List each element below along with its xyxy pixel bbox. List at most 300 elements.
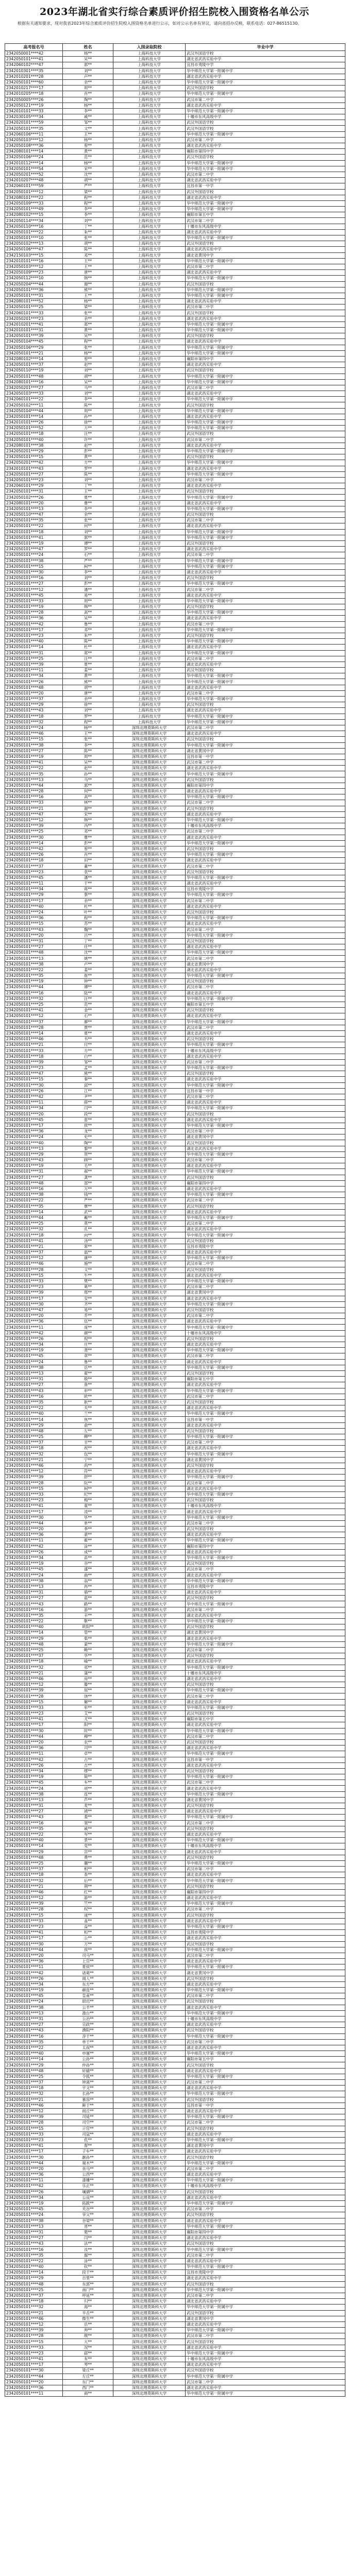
cell-exam-number: 2342050101****42 (5, 1544, 63, 1549)
table-row (5, 2235, 345, 2241)
cell-school: 武汉外国语学校 (186, 575, 345, 581)
cell-university: 深圳北理莫斯科大学 (113, 1734, 186, 1739)
table-row (5, 1256, 345, 1261)
cell-school: 湖北省武昌实验中学 (186, 1745, 345, 1751)
cell-exam-number: 2342050101****33 (5, 1492, 63, 1497)
table-row (5, 1601, 345, 1607)
cell-school: 湖北省武昌实验中学 (186, 1163, 345, 1169)
cell-exam-number: 2342050005****26 (5, 97, 63, 103)
table-row (5, 921, 345, 927)
cell-exam-number: 2342050101****46 (5, 1676, 63, 1682)
cell-exam-number: 2342050101****25 (5, 1434, 63, 1440)
table-row (5, 616, 345, 621)
table-row (5, 2276, 345, 2281)
cell-name: 阮** (63, 1480, 113, 1486)
table-row (5, 1037, 345, 1042)
cell-name: 崔** (63, 973, 113, 979)
cell-name: 张** (63, 518, 113, 523)
cell-university: 深圳北理莫斯科大学 (113, 2218, 186, 2224)
cell-exam-number: 2342050101****45 (5, 875, 63, 880)
table-row (5, 1693, 345, 1699)
cell-university: 上海科技大学 (113, 454, 186, 460)
cell-university: 上海科技大学 (113, 639, 186, 645)
cell-name: 武** (63, 1209, 113, 1215)
cell-exam-number: 2342050101****54 (5, 166, 63, 172)
cell-university: 深圳北理莫斯科大学 (113, 1123, 186, 1128)
cell-university: 上海科技大学 (113, 195, 186, 200)
table-row (5, 2155, 345, 2160)
cell-name: 梅** (63, 1498, 113, 1503)
cell-school: 武汉外国语学校 (186, 2189, 345, 2195)
cell-exam-number: 2342050101****31 (5, 489, 63, 495)
table-row (5, 1486, 345, 1492)
cell-name: 郭** (63, 535, 113, 540)
cell-university: 深圳北理莫斯科大学 (113, 1411, 186, 1417)
table-row (5, 1549, 345, 1555)
cell-university: 深圳北理莫斯科大学 (113, 2103, 186, 2108)
cell-exam-number: 2342050101****31 (5, 938, 63, 944)
cell-university: 深圳北理莫斯科大学 (113, 2010, 186, 2016)
cell-exam-number: 2342050101****18 (5, 2299, 63, 2304)
cell-university: 深圳北理莫斯科大学 (113, 887, 186, 892)
cell-name: 毛** (63, 1163, 113, 1169)
roster-body (5, 51, 345, 2397)
cell-school: 华中师范大学第一附属中学 (186, 1215, 345, 1221)
cell-name: 潘** (63, 587, 113, 592)
cell-school: 湖北省武昌实验中学 (186, 1809, 345, 1815)
cell-exam-number: 2342050101****37 (5, 1867, 63, 1872)
cell-school: 华中师范大学第一附属中学 (186, 1515, 345, 1520)
cell-school: 武汉外国语学校 (186, 86, 345, 91)
cell-university: 深圳北理莫斯科大学 (113, 979, 186, 985)
cell-name: 百里** (63, 2276, 113, 2281)
cell-exam-number: 2342050101****36 (5, 1745, 63, 1751)
cell-exam-number: 2342050101****22 (5, 1832, 63, 1837)
cell-school: 武汉外国语学校 (186, 1307, 345, 1313)
cell-university: 上海科技大学 (113, 668, 186, 673)
table-row (5, 495, 345, 500)
cell-university: 上海科技大学 (113, 645, 186, 650)
table-row (5, 328, 345, 333)
cell-school: 武汉市第二中学 (186, 1780, 345, 1786)
cell-exam-number: 2342050101****12 (5, 1895, 63, 1901)
cell-exam-number: 2342050101****24 (5, 1572, 63, 1578)
cell-university: 深圳北理莫斯科大学 (113, 2178, 186, 2183)
cell-name: 车** (63, 1780, 113, 1786)
cell-school: 武汉市第二中学 (186, 2379, 345, 2385)
cell-exam-number: 2342050101****19 (5, 1561, 63, 1567)
cell-exam-number: 2342050101****40 (5, 639, 63, 645)
cell-university: 上海科技大学 (113, 547, 186, 552)
cell-school: 华中师范大学第一附属中学 (186, 2264, 345, 2270)
cell-university: 上海科技大学 (113, 258, 186, 264)
cell-name: 肖** (63, 852, 113, 858)
table-row (5, 1394, 345, 1399)
cell-exam-number: 2342050101****39 (5, 1475, 63, 1480)
cell-school: 武汉外国语学校 (186, 1912, 345, 1918)
cell-name: 党** (63, 1843, 113, 1849)
cell-school: 华中师范大学第一附属中学 (186, 235, 345, 241)
cell-school: 华中师范大学第一附属中学 (186, 2224, 345, 2229)
cell-exam-number: 2342050101****34 (5, 887, 63, 892)
cell-exam-number: 2342050101****29 (5, 2062, 63, 2068)
cell-university: 上海科技大学 (113, 662, 186, 667)
table-row (5, 1745, 345, 1751)
table-row (5, 218, 345, 224)
table-row (5, 2333, 345, 2339)
cell-exam-number: 2342050101****27 (5, 2235, 63, 2241)
cell-school: 华中师范大学第一附属中学 (186, 719, 345, 725)
cell-name: 杨** (63, 51, 113, 57)
cell-exam-number: 2342050101****22 (5, 766, 63, 771)
cell-name: 翁** (63, 1578, 113, 1584)
cell-exam-number: 2342050101****17 (5, 627, 63, 633)
table-row (5, 362, 345, 368)
cell-school: 武汉市第二中学 (186, 2166, 345, 2172)
cell-school: 湖北省武昌实验中学 (186, 229, 345, 235)
cell-school: 华中师范大学第一附属中学 (186, 1619, 345, 1624)
cell-university: 上海科技大学 (113, 368, 186, 374)
cell-university: 深圳北理莫斯科大学 (113, 1855, 186, 1860)
cell-school: 华中师范大学第一附属中学 (186, 598, 345, 604)
cell-exam-number: 2342080101****14 (5, 149, 63, 155)
cell-name: 蓝** (63, 1596, 113, 1601)
cell-name: 颜** (63, 1330, 113, 1336)
table-row (5, 304, 345, 310)
table-row (5, 2258, 345, 2264)
cell-name: 彭** (63, 581, 113, 587)
cell-exam-number: 2342050101****16 (5, 2247, 63, 2252)
cell-university: 深圳北理莫斯科大学 (113, 1377, 186, 1382)
cell-university: 深圳北理莫斯科大学 (113, 1278, 186, 1284)
cell-exam-number: 2342050101****24 (5, 2212, 63, 2218)
cell-name: 海** (63, 2304, 113, 2310)
cell-name: 程** (63, 719, 113, 725)
cell-name: 郈** (63, 2350, 113, 2356)
cell-name: 公冶** (63, 2016, 113, 2022)
cell-exam-number: 2342050101****34 (5, 1981, 63, 1987)
table-row (5, 1013, 345, 1019)
cell-university: 深圳北理莫斯科大学 (113, 1578, 186, 1584)
table-row (5, 985, 345, 990)
cell-name: 司寇** (63, 2131, 113, 2137)
cell-exam-number: 2342050101****38 (5, 1791, 63, 1797)
cell-name: 钱** (63, 1192, 113, 1198)
cell-school: 武汉外国语学校 (186, 777, 345, 783)
cell-exam-number: 2342050101****27 (5, 2022, 63, 2028)
cell-exam-number: 2342050101****44 (5, 783, 63, 788)
cell-university: 深圳北理莫斯科大学 (113, 1319, 186, 1325)
cell-university: 深圳北理莫斯科大学 (113, 1261, 186, 1267)
cell-name: 司马** (63, 1953, 113, 1958)
cell-university: 上海科技大学 (113, 189, 186, 195)
cell-name: 翟** (63, 1370, 113, 1376)
cell-name: 巫马** (63, 2166, 113, 2172)
cell-exam-number: 2342050101****11 (5, 1964, 63, 1970)
cell-school: 华中师范大学第一附属中学 (186, 1451, 345, 1457)
cell-school: 湖北省武昌实验中学 (186, 1469, 345, 1475)
table-row (5, 1555, 345, 1561)
cell-school: 华中师范大学第一附属中学 (186, 293, 345, 298)
table-row (5, 1123, 345, 1128)
cell-name: 严** (63, 1198, 113, 1204)
cell-exam-number: 2342050101****48 (5, 1180, 63, 1186)
cell-exam-number: 2342050101****30 (5, 2368, 63, 2374)
cell-school: 十堰市东风高级中学 (186, 2016, 345, 2022)
cell-name: 欧阳** (63, 1624, 113, 1630)
table-row (5, 1970, 345, 1976)
cell-school: 武汉市第二中学 (186, 690, 345, 696)
cell-name: 曾** (63, 846, 113, 852)
table-row (5, 840, 345, 846)
cell-university: 上海科技大学 (113, 126, 186, 131)
cell-exam-number: 2342050101****46 (5, 1037, 63, 1042)
table-row (5, 1993, 345, 1999)
cell-exam-number: 2342050101****24 (5, 1359, 63, 1365)
cell-name: 谷** (63, 1561, 113, 1567)
cell-exam-number: 2342050101****43 (5, 2028, 63, 2033)
cell-school: 湖北省武昌实验中学 (186, 569, 345, 575)
cell-school: 襄阳市第五中学 (186, 1002, 345, 1007)
cell-exam-number: 2342050101****41 (5, 1008, 63, 1013)
table-row (5, 2028, 345, 2033)
cell-exam-number: 2342050101****42 (5, 1330, 63, 1336)
cell-school: 武汉外国语学校 (186, 1008, 345, 1013)
table-row (5, 1175, 345, 1180)
cell-exam-number: 2342050101****19 (5, 1988, 63, 1993)
cell-university: 上海科技大学 (113, 103, 186, 108)
table-row (5, 2033, 345, 2039)
cell-university: 深圳北理莫斯科大学 (113, 1959, 186, 1964)
cell-school: 湖北省武昌实验中学 (186, 523, 345, 529)
cell-exam-number: 2342050101****40 (5, 1140, 63, 1146)
table-row (5, 131, 345, 137)
cell-name: 孙** (63, 771, 113, 777)
table-row (5, 1077, 345, 1082)
table-row (5, 1682, 345, 1688)
cell-school: 华中师范大学第一附属中学 (186, 2350, 345, 2356)
table-row (5, 316, 345, 321)
cell-name: 鄢** (63, 2252, 113, 2258)
cell-university: 深圳北理莫斯科大学 (113, 2350, 186, 2356)
table-row (5, 760, 345, 766)
cell-university: 上海科技大学 (113, 414, 186, 419)
cell-school: 湖北省武昌实验中学 (186, 1936, 345, 1941)
cell-exam-number: 2342050101****42 (5, 1094, 63, 1099)
cell-exam-number: 2342050101****44 (5, 1734, 63, 1739)
cell-school: 湖北省武昌实验中学 (186, 1981, 345, 1987)
table-row (5, 2385, 345, 2391)
cell-exam-number: 2342150103****15 (5, 252, 63, 258)
cell-school: 武汉市第二中学 (186, 1907, 345, 1912)
cell-university: 深圳北理莫斯科大学 (113, 1025, 186, 1030)
cell-name: 陈** (63, 402, 113, 408)
cell-name: 熊** (63, 679, 113, 685)
cell-exam-number: 2342010217****17 (5, 86, 63, 91)
cell-university: 上海科技大学 (113, 218, 186, 224)
cell-name: 宗政** (63, 2022, 113, 2028)
cell-name: 王** (63, 731, 113, 737)
cell-university: 上海科技大学 (113, 448, 186, 454)
cell-university: 上海科技大学 (113, 564, 186, 569)
table-row (5, 1325, 345, 1330)
table-row (5, 68, 345, 74)
table-row (5, 1688, 345, 1693)
cell-exam-number: 2342050101****33 (5, 800, 63, 806)
cell-school: 湖北省武昌实验中学 (186, 2321, 345, 2327)
table-row (5, 1301, 345, 1307)
cell-name: 丁** (63, 483, 113, 489)
cell-exam-number: 2342020101****59 (5, 120, 63, 126)
cell-name: 刘** (63, 529, 113, 535)
cell-university: 深圳北理莫斯科大学 (113, 2281, 186, 2287)
table-header-row (5, 44, 345, 51)
cell-school: 华中师范大学第一附属中学 (186, 1019, 345, 1025)
cell-university: 深圳北理莫斯科大学 (113, 800, 186, 806)
cell-school: 武汉外国语学校 (186, 2097, 345, 2103)
cell-university: 深圳北理莫斯科大学 (113, 2033, 186, 2039)
cell-exam-number: 2342010301****35 (5, 68, 63, 74)
cell-exam-number: 2342050101****15 (5, 1273, 63, 1278)
cell-exam-number: 2342050101****28 (5, 610, 63, 616)
cell-exam-number: 2342050102****26 (5, 495, 63, 500)
cell-school: 华中师范大学第一附属中学 (186, 460, 345, 466)
table-row (5, 1480, 345, 1486)
cell-school: 湖北省武昌实验中学 (186, 990, 345, 996)
cell-name: 诸葛** (63, 1970, 113, 1976)
cell-school: 湖北省武昌实验中学 (186, 2068, 345, 2074)
cell-exam-number: 2342050101****32 (5, 2091, 63, 2097)
cell-exam-number: 2342050101****34 (5, 1555, 63, 1561)
cell-exam-number: 2342050101****23 (5, 633, 63, 638)
table-row (5, 1048, 345, 1054)
cell-exam-number: 2342050101****25 (5, 829, 63, 835)
cell-exam-number: 2342050101****29 (5, 1636, 63, 1641)
cell-exam-number: 2342050101****22 (5, 2045, 63, 2050)
table-row (5, 1901, 345, 1907)
cell-university: 深圳北理莫斯科大学 (113, 1636, 186, 1641)
cell-name: 皇甫** (63, 1993, 113, 1999)
cell-name: 李** (63, 108, 113, 114)
cell-exam-number: 2342050101****39 (5, 1901, 63, 1907)
cell-name: 余** (63, 316, 113, 321)
table-row (5, 1117, 345, 1123)
cell-exam-number: 2342050101****28 (5, 789, 63, 794)
cell-university: 深圳北理莫斯科大学 (113, 2293, 186, 2298)
cell-university: 深圳北理莫斯科大学 (113, 1630, 186, 1636)
cell-university: 上海科技大学 (113, 178, 186, 183)
cell-school: 武汉外国语学校 (186, 2028, 345, 2033)
cell-exam-number: 2342050101****29 (5, 1849, 63, 1855)
cell-school: 华中师范大学第一附属中学 (186, 1475, 345, 1480)
cell-name: 鲁** (63, 1359, 113, 1365)
cell-exam-number: 2342050101****40 (5, 904, 63, 909)
cell-school: 湖北省武昌实验中学 (186, 339, 345, 345)
table-row (5, 1330, 345, 1336)
cell-school: 华中师范大学第一附属中学 (186, 1151, 345, 1157)
cell-exam-number: 2342050101****25 (5, 2074, 63, 2079)
cell-exam-number: 2342080101****16 (5, 379, 63, 385)
cell-name: 房** (63, 1676, 113, 1682)
cell-school: 华中师范大学第一附属中学 (186, 200, 345, 206)
cell-name: 程** (63, 195, 113, 200)
cell-exam-number: 2342050201****23 (5, 316, 63, 321)
cell-university: 上海科技大学 (113, 137, 186, 143)
cell-school: 湖北省武昌实验中学 (186, 1699, 345, 1705)
cell-name: 陈** (63, 748, 113, 754)
table-row (5, 1377, 345, 1382)
cell-university: 上海科技大学 (113, 114, 186, 120)
table-row (5, 2126, 345, 2131)
cell-name: 杨** (63, 350, 113, 356)
cell-exam-number: 2342050101****33 (5, 1278, 63, 1284)
cell-name: 刘** (63, 708, 113, 714)
cell-school: 湖北省武昌实验中学 (186, 1918, 345, 1924)
cell-exam-number: 2342050101****27 (5, 471, 63, 477)
cell-university: 上海科技大学 (113, 57, 186, 62)
cell-school: 华中师范大学第一附属中学 (186, 1388, 345, 1394)
cell-school: 宜昌市夷陵中学 (186, 1244, 345, 1249)
cell-university: 深圳北理莫斯科大学 (113, 1762, 186, 1768)
table-row (5, 892, 345, 898)
cell-exam-number: 2342050101****31 (5, 650, 63, 656)
header-name: 姓名 (63, 44, 113, 51)
cell-exam-number: 2342050101****30 (5, 835, 63, 840)
cell-school: 十堰市东风高级中学 (186, 823, 345, 829)
cell-name: 杨** (63, 103, 113, 108)
cell-school: 武汉市第二中学 (186, 1440, 345, 1446)
cell-university: 深圳北理莫斯科大学 (113, 1186, 186, 1192)
cell-name: 彭** (63, 840, 113, 846)
cell-school: 襄阳市第四中学 (186, 783, 345, 788)
cell-name: 余** (63, 697, 113, 702)
cell-name: 上官** (63, 1959, 113, 1964)
cell-school: 武汉外国语学校 (186, 368, 345, 374)
cell-exam-number: 2342050101****23 (5, 2137, 63, 2143)
cell-name: 琴** (63, 2362, 113, 2368)
cell-university: 深圳北理莫斯科大学 (113, 806, 186, 811)
cell-name: 柳** (63, 1434, 113, 1440)
cell-university: 深圳北理莫斯科大学 (113, 1111, 186, 1117)
table-row (5, 1082, 345, 1088)
cell-school: 武汉市第二中学 (186, 1129, 345, 1134)
table-row (5, 2080, 345, 2086)
cell-exam-number: 2342050101****27 (5, 1809, 63, 1815)
cell-name: 农** (63, 1739, 113, 1745)
cell-name: 焦** (63, 1417, 113, 1422)
cell-school: 湖北省武昌实验中学 (186, 2235, 345, 2241)
cell-exam-number: 2342050101****39 (5, 333, 63, 339)
table-row (5, 2051, 345, 2057)
table-row (5, 1532, 345, 1538)
table-row (5, 950, 345, 956)
table-row (5, 1008, 345, 1013)
cell-name: 杨** (63, 137, 113, 143)
cell-university: 深圳北理莫斯科大学 (113, 858, 186, 863)
cell-name: 法** (63, 2241, 113, 2247)
cell-school: 武汉市第二中学 (186, 2207, 345, 2212)
table-row (5, 1762, 345, 1768)
table-row (5, 1054, 345, 1059)
cell-university: 深圳北理莫斯科大学 (113, 789, 186, 794)
table-row (5, 460, 345, 466)
cell-school: 华中师范大学第一附属中学 (186, 258, 345, 264)
cell-university: 深圳北理莫斯科大学 (113, 2045, 186, 2050)
table-row (5, 650, 345, 656)
cell-exam-number: 2342050101****13 (5, 2010, 63, 2016)
cell-school: 湖北省武昌实验中学 (186, 811, 345, 817)
cell-school: 十堰市东风高级中学 (186, 1843, 345, 1849)
